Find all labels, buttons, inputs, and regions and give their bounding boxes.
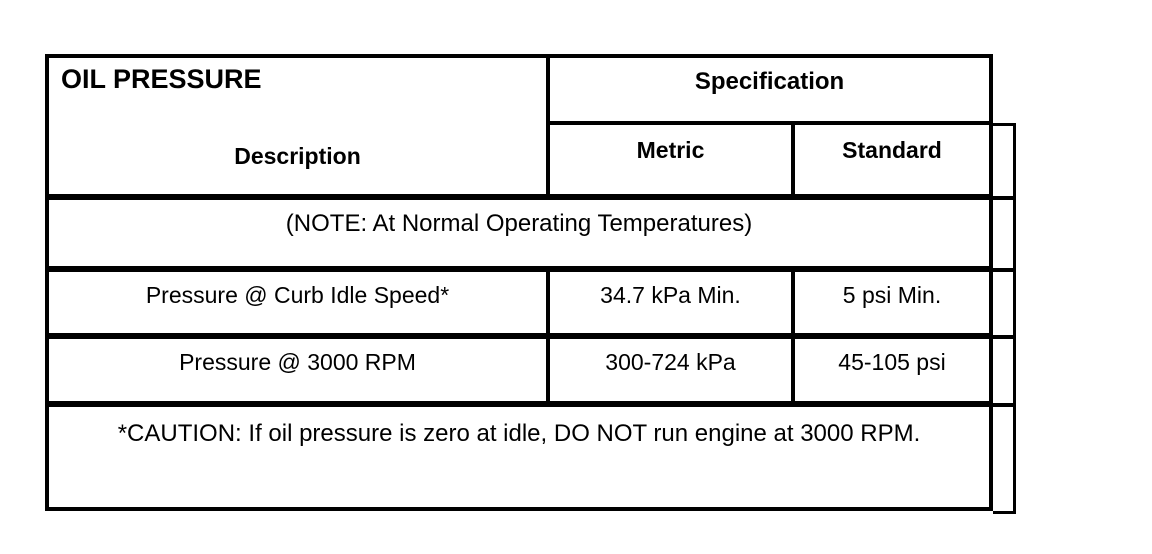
- description-column-header: Description: [234, 143, 361, 169]
- row-curb-idle-metric: 34.7 kPa Min.: [550, 272, 795, 339]
- row-curb-idle-description: Pressure @ Curb Idle Speed*: [49, 272, 550, 339]
- spill-segment: [993, 339, 1013, 407]
- table-spill-column: [993, 123, 1016, 514]
- spill-segment: [993, 126, 1013, 200]
- row-3000rpm-standard: 45-105 psi: [795, 339, 989, 407]
- spill-segment: [993, 407, 1013, 511]
- oil-pressure-spec-table: [45, 54, 993, 511]
- row-curb-idle-standard: 5 psi Min.: [795, 272, 989, 339]
- spill-segment: [993, 272, 1013, 339]
- spill-segment: [993, 200, 1013, 272]
- specification-header: Specification: [550, 58, 989, 125]
- note-row: (NOTE: At Normal Operating Temperatures): [49, 200, 989, 272]
- caution-text: *CAUTION: If oil pressure is zero at idle, DO NOT run engine at 3000 RPM.: [117, 420, 921, 447]
- description-header-cell: [49, 58, 550, 200]
- standard-column-header: Standard: [795, 125, 989, 200]
- row-3000rpm-metric: 300-724 kPa: [550, 339, 795, 407]
- table-title: OIL PRESSURE: [61, 64, 262, 94]
- metric-column-header: Metric: [550, 125, 795, 200]
- caution-row: [49, 407, 989, 507]
- row-3000rpm-description: Pressure @ 3000 RPM: [49, 339, 550, 407]
